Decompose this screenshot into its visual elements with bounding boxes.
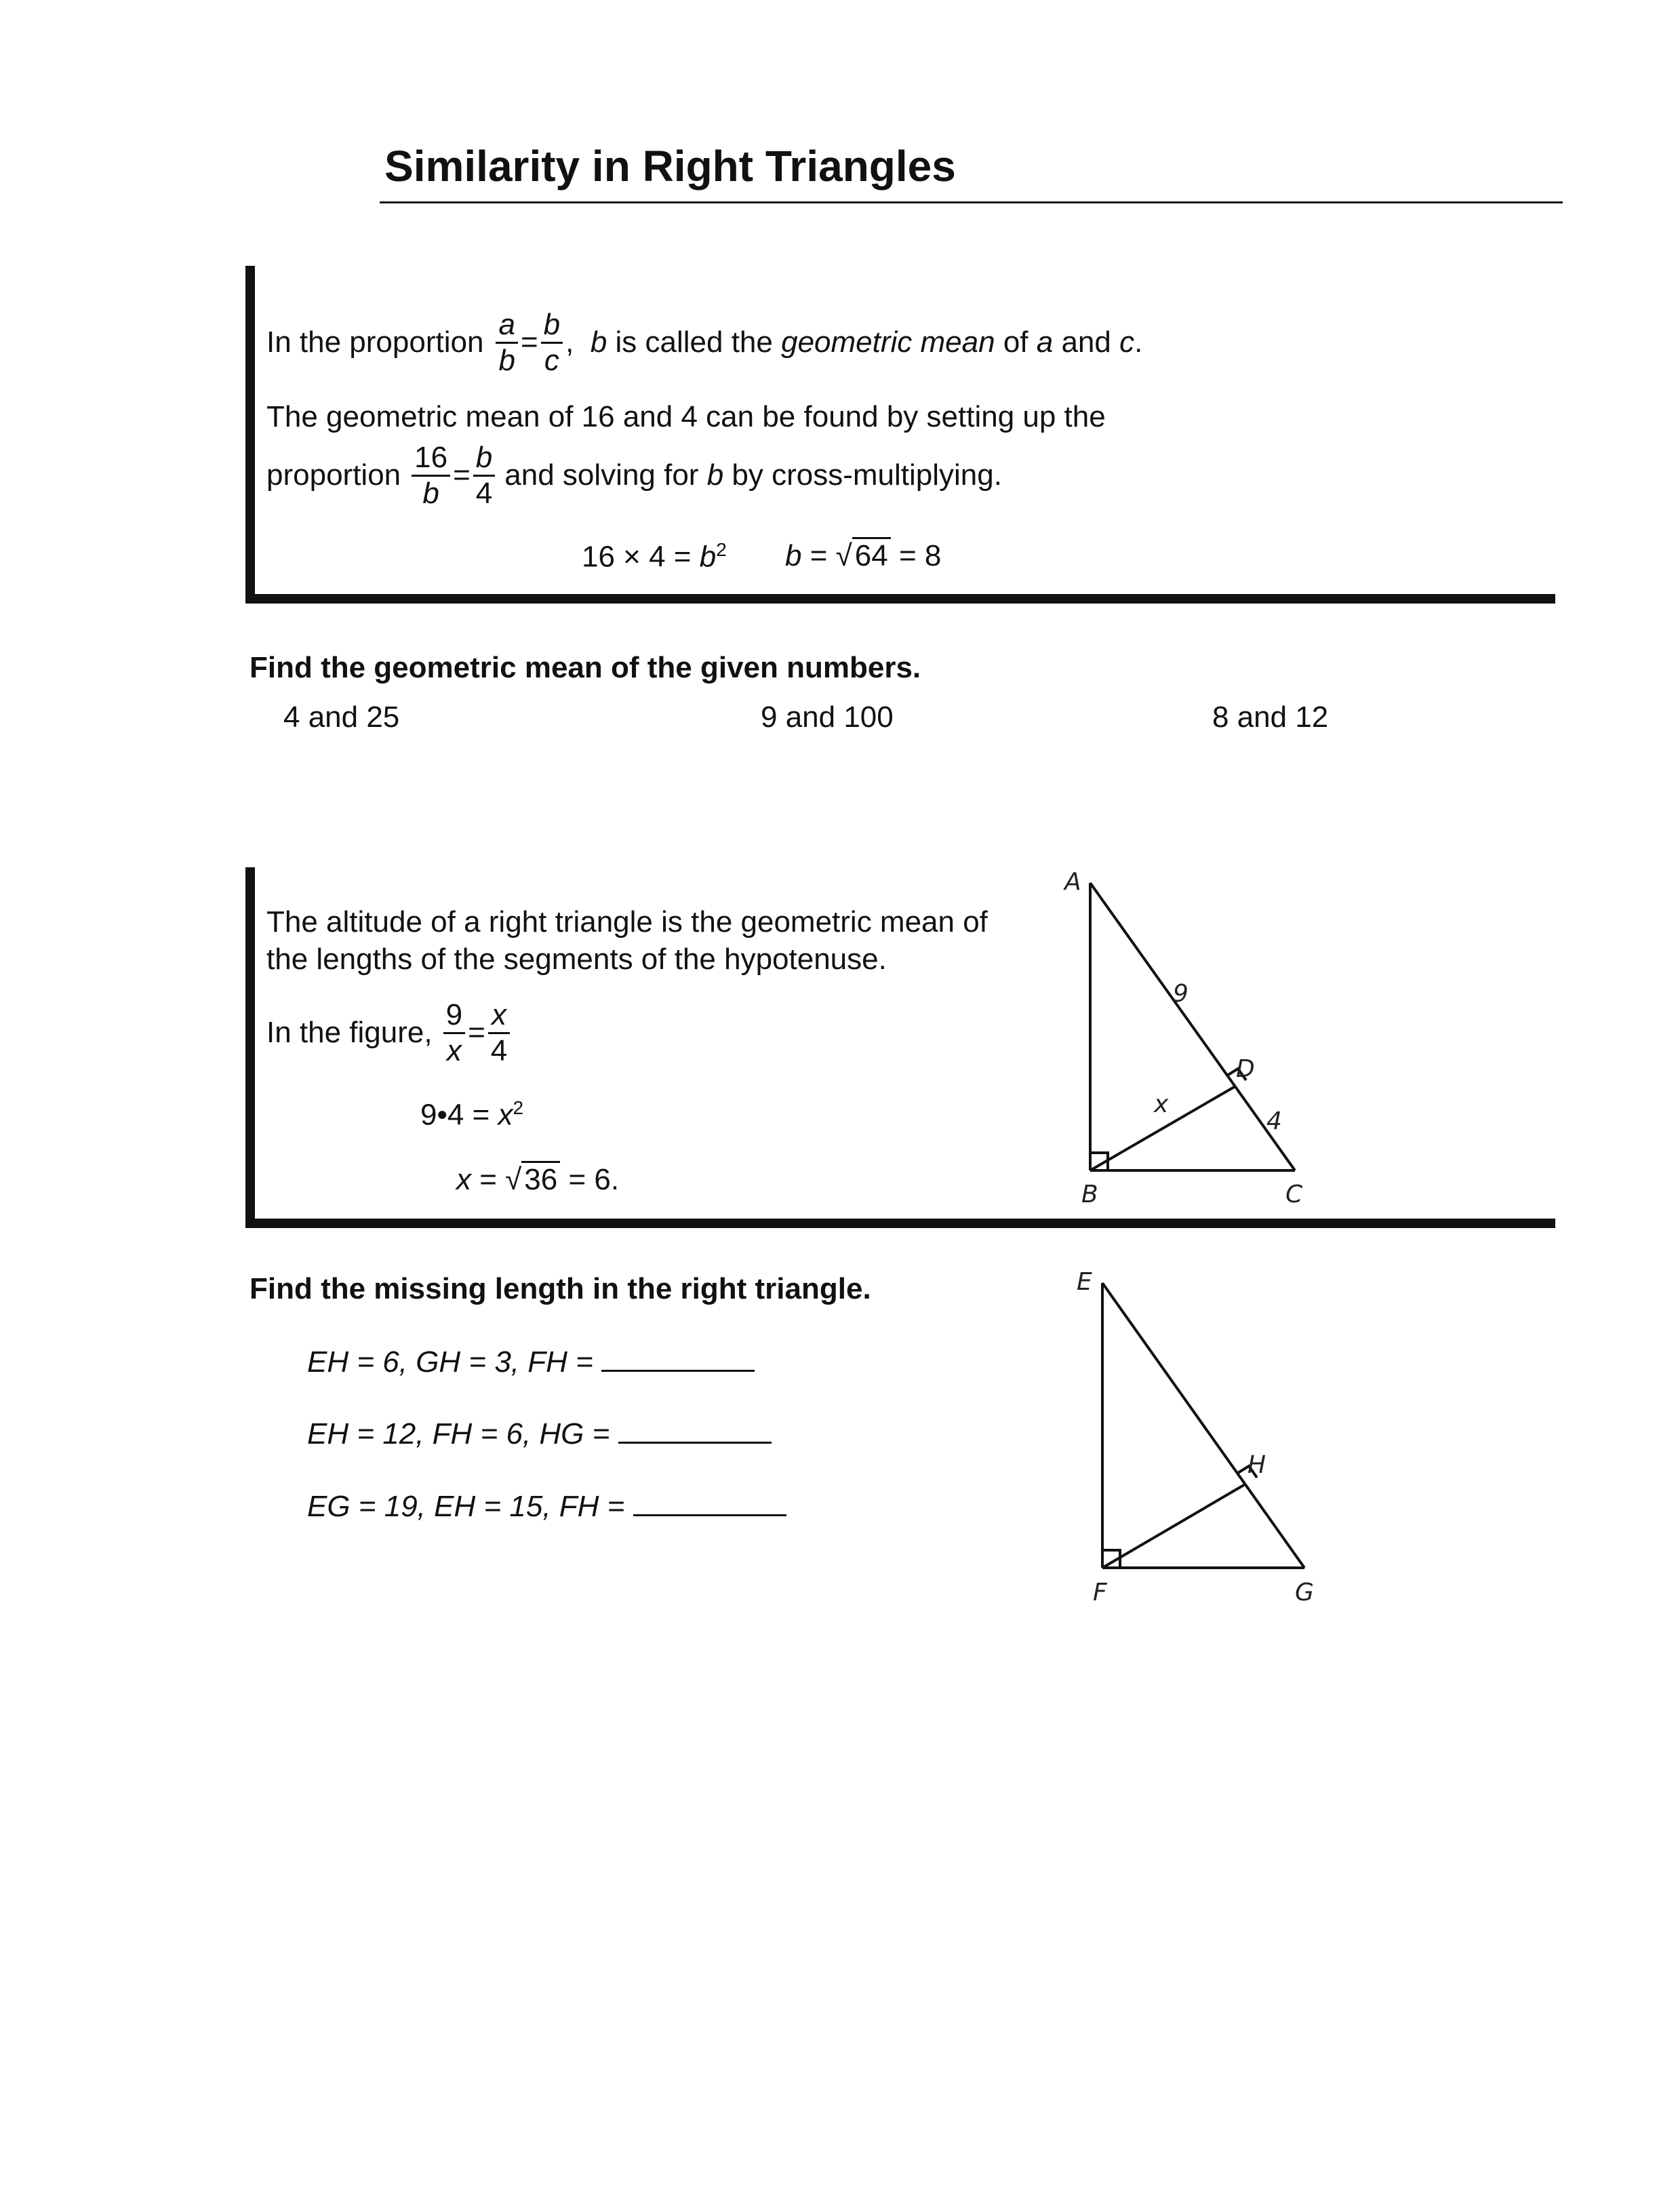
box1-line2: The geometric mean of 16 and 4 can be found by setting up the [266, 400, 1106, 433]
box1-line3: proportion $\frac{16}{b}$ = $\frac{b}{4}$ and solving for b by cross-multiplying. [266, 440, 1002, 510]
geometric-mean-term: geometric mean [781, 325, 995, 359]
problem-3: EG = 19, EH = 15, FH = [307, 1487, 786, 1524]
box2-line1: The altitude of a right triangle is the geometric mean of [266, 905, 988, 939]
box1-line1-b: b [590, 325, 607, 359]
fraction-9-over-x: $\frac{9}{x}$ [443, 998, 465, 1068]
box2-line3: In the figure, $\frac{9}{x}$ = $\frac{x}{4}$ [266, 995, 513, 1070]
triangle-abc-figure [1044, 868, 1329, 1221]
triangle-efg [1102, 1283, 1304, 1568]
exercise-item: 8 and 12 [1212, 700, 1329, 734]
page-title: Similarity in Right Triangles [384, 142, 956, 191]
answer-blank[interactable] [633, 1487, 786, 1516]
problem-2: EH = 12, FH = 6, HG = [307, 1415, 772, 1451]
box1-line1: In the proportion $\frac{a}{b}$ = $\frac{b}{c}$ , b is called the geometric mean of a and c . [266, 307, 1143, 377]
box2-equation2: x = √36 = 6. [456, 1163, 619, 1197]
answer-blank[interactable] [618, 1415, 772, 1444]
box2-equation1: 9•4 = $x^2$ [420, 1097, 524, 1132]
box2-left-border [245, 867, 255, 1227]
label-e: E [1077, 1268, 1092, 1296]
label-h: H [1247, 1451, 1266, 1479]
label-f: F [1093, 1579, 1107, 1606]
triangle-abc [1090, 883, 1295, 1170]
fraction-b-over-4: $\frac{b}{4}$ [473, 441, 495, 511]
label-9: 9 [1173, 980, 1188, 1008]
section1-heading: Find the geometric mean of the given numbers. [249, 651, 921, 684]
label-b: B [1081, 1181, 1098, 1208]
box2-line2: the lengths of the segments of the hypotenuse. [266, 943, 887, 976]
box1-bottom-border [245, 594, 1555, 604]
title-underline [380, 201, 1563, 203]
label-g: G [1295, 1579, 1314, 1606]
label-4: 4 [1266, 1107, 1282, 1135]
exercise-item: 9 and 100 [761, 700, 894, 734]
box1-line1-prefix: In the proportion [266, 325, 484, 359]
fraction-a-over-b: $\frac{a}{b}$ [496, 308, 517, 378]
triangle-efg-figure [1058, 1261, 1342, 1614]
box2-bottom-border [245, 1219, 1555, 1228]
label-a: A [1064, 868, 1081, 896]
exercise-item: 4 and 25 [283, 700, 400, 734]
problem-1: EH = 6, GH = 3, FH = [307, 1343, 755, 1379]
label-c: C [1285, 1181, 1303, 1208]
answer-blank[interactable] [601, 1343, 755, 1372]
section2-heading: Find the missing length in the right triangle. [249, 1272, 871, 1305]
label-d: D [1236, 1055, 1255, 1083]
fraction-16-over-b: $\frac{16}{b}$ [412, 441, 450, 511]
label-x: x [1154, 1090, 1169, 1118]
fraction-b-over-c: $\frac{b}{c}$ [541, 308, 563, 378]
box1-left-border [245, 266, 255, 603]
box1-equation2: b = √64 = 8 [785, 539, 941, 573]
fraction-x-over-4: $\frac{x}{4}$ [488, 998, 510, 1068]
box1-equation1: $16 \times 4 = b^2$ [582, 539, 727, 574]
altitude-fh [1102, 1484, 1246, 1568]
